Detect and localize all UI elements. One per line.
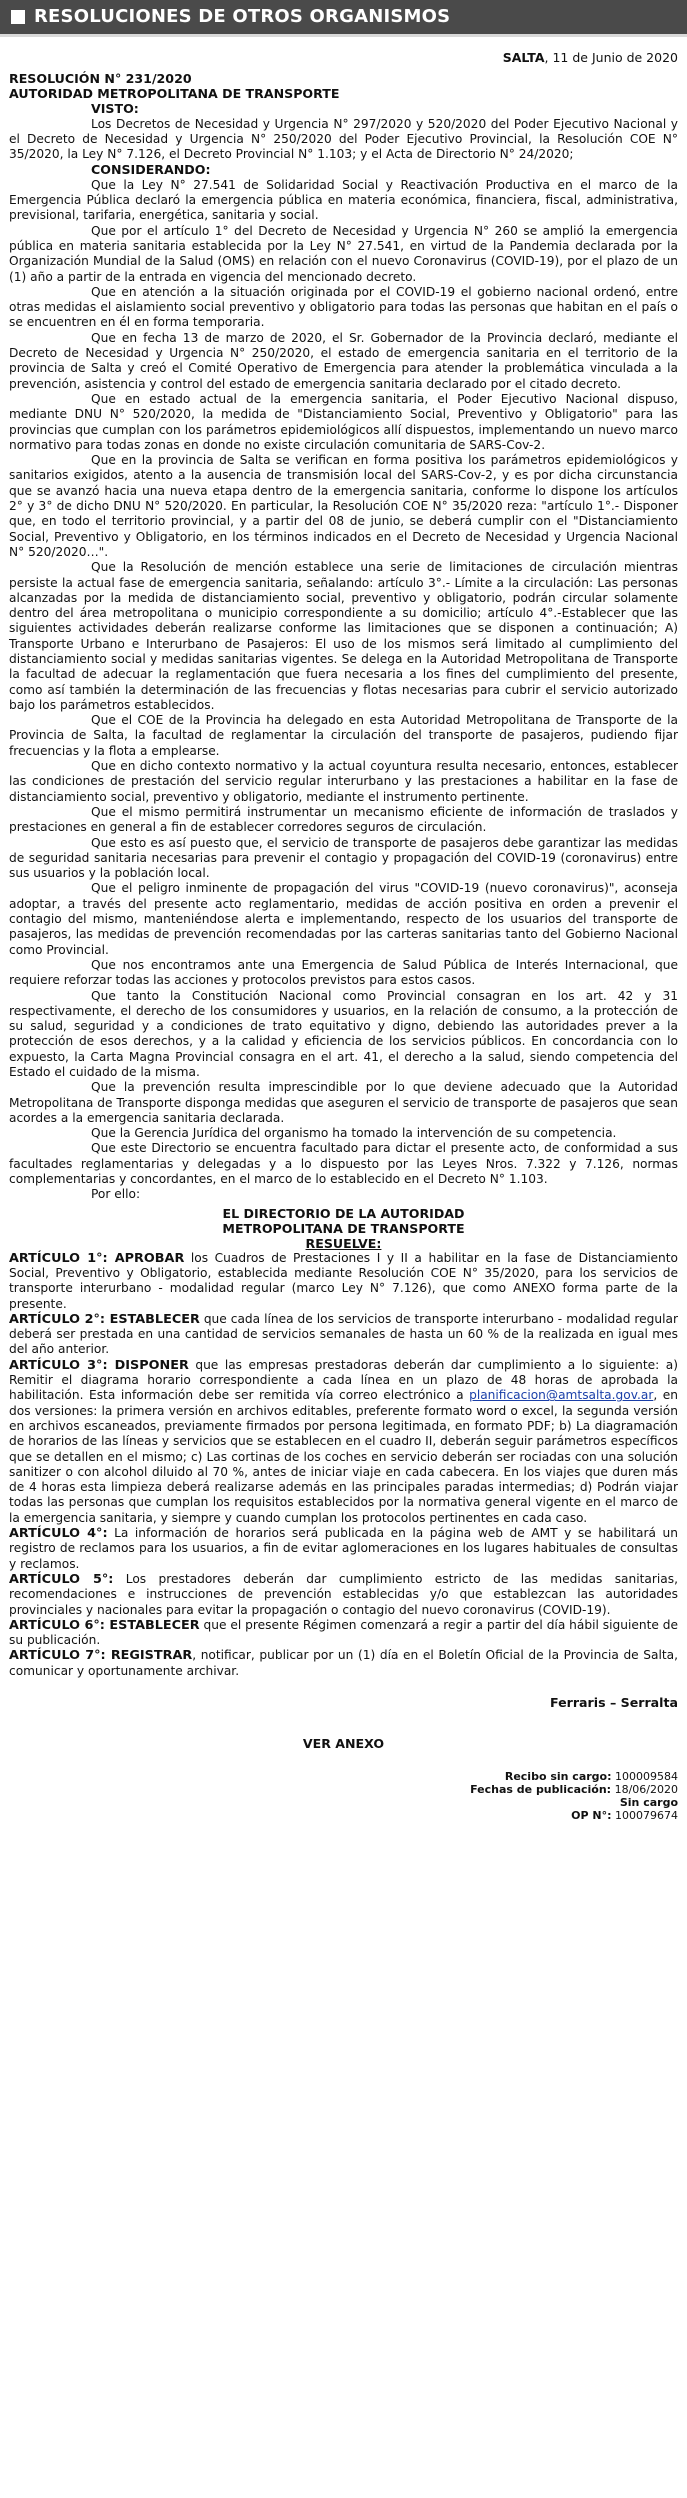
considerando-paragraph: Que en fecha 13 de marzo de 2020, el Sr. Gobernador de la Provincia declaró, mediante el Decreto de Necesidad y Urgencia N° 250/2020, el estado de emergencia sanitaria en el territorio de la provincia de Salta y creó el Comité Operativo de Emergencia para atender la problemática vinculada a la prevención, asistencia y control del estado de emergencia sanitaria declarado por el citado decreto. bbox=[9, 330, 678, 391]
considerando-paragraph: Que el COE de la Provincia ha delegado en esta Autoridad Metropolitana de Transporte de la Provincia de Salta, la facultad de reglamentar la circulación del transporte de pasajeros, pudiendo fijar frecuencias y la flota a emplearse. bbox=[9, 713, 678, 758]
considerando-paragraph: Que la Resolución de mención establece una serie de limitaciones de circulación mientras persiste la actual fase de emergencia sanitaria, señalando: artículo 3°.- Límite a la circulación: Las personas alcanzadas por la medida de distanciamiento social, preventivo y obligatorio, podrán circular solamente dentro del área metropolitana o municipio correspondiente a su domicilio; artículo 4°.-Establecer que las siguientes actividades deberán realizarse conforme las limitaciones que se disponen a continuación; A) Transporte Urbano e Interurbano de Pasajeros: El uso de los mismos será limitado al cumplimiento del distanciamiento social y medidas sanitarias vigentes. Se delega en la Autoridad Metropolitana de Transporte la facultad de adecuar la reglamentación que fuera necesaria a los fines del cumplimiento del presente, como así también la determinación de las frecuencias y flotas necesarias para cubrir el servicio autorizado bajo los parámetros establecidos. bbox=[9, 560, 678, 712]
receipt-sin-cargo-label: Sin cargo bbox=[619, 1795, 678, 1809]
receipt-op-label: OP N°: bbox=[571, 1808, 612, 1822]
article-1 bbox=[9, 1251, 678, 1312]
dateline-date: , 11 de Junio de 2020 bbox=[544, 50, 678, 65]
receipt-recibo bbox=[9, 1770, 678, 1783]
directorio-heading-line1: EL DIRECTORIO DE LA AUTORIDAD bbox=[222, 1205, 465, 1221]
article-text: los Cuadros de Prestaciones I y II a habilitar en la fase de Distanciamiento Social, Preventivo y Obligatorio, establecida mediante Resolución COE N° 35/2020, para los servicios de transporte interurbano - modalidad regular (marco Ley N° 7.126), que como ANEXO forma parte de la presente. bbox=[9, 1250, 678, 1311]
considerando-paragraph: Que la Ley N° 27.541 de Solidaridad Social y Reactivación Productiva en el marco de la Emergencia Pública declaró la emergencia pública en materia económica, financiera, fiscal, administrativa, previsional, tarifaria, energética, sanitaria y social. bbox=[9, 177, 678, 223]
considerando-paragraph: Que en atención a la situación originada por el COVID-19 el gobierno nacional ordenó, entre otras medidas el aislamiento social preventivo y obligatorio para todas las personas que habitan en el país o se encuentren en él en forma temporaria. bbox=[9, 284, 678, 330]
article-text: que las empresas prestadoras deberán dar cumplimiento a lo siguiente: a) Remitir el diagrama horario correspondiente a cada línea en un plazo de 48 horas de aprobada la habilitación. Esta información debe ser remitida vía correo electrónico a bbox=[9, 1357, 678, 1403]
receipt-op-value: 100079674 bbox=[611, 1808, 678, 1822]
article-7 bbox=[9, 1648, 678, 1679]
considerando-list bbox=[9, 178, 678, 1203]
resolution-number: RESOLUCIÓN N° 231/2020 bbox=[9, 71, 192, 87]
visto-heading: VISTO: bbox=[91, 101, 139, 117]
considerando-paragraph: Que esto es así puesto que, el servicio de transporte de pasajeros debe garantizar las medidas de seguridad sanitaria necesarias para prevenir el contagio y propagación del COVID-19 (coronavirus) entre sus usuarios y la población local. bbox=[9, 835, 678, 881]
article-text: , notificar, publicar por un (1) día en el Boletín Oficial de la Provincia de Salta, comunicar y oportunamente archivar. bbox=[9, 1648, 678, 1678]
directorio-heading-line2: METROPOLITANA DE TRANSPORTE bbox=[222, 1220, 465, 1236]
section-header bbox=[0, 0, 687, 37]
article-3 bbox=[9, 1358, 678, 1526]
article-label: ARTÍCULO 6°: ESTABLECER bbox=[9, 1617, 200, 1633]
dateline-city: SALTA bbox=[502, 50, 545, 65]
considerando-paragraph: Que en dicho contexto normativo y la actual coyuntura resulta necesario, entonces, establecer las condiciones de prestación del servicio regular interurbano y las prestaciones a habilitar en la fase de distanciamiento social, preventivo y obligatorio, mediante el instrumento pertinente. bbox=[9, 759, 678, 804]
receipt-recibo-label: Recibo sin cargo: bbox=[504, 1769, 612, 1783]
article-label: ARTÍCULO 5°: bbox=[9, 1571, 114, 1587]
considerando-paragraph: Que este Directorio se encuentra facultado para dictar el presente acto, de conformidad a sus facultades reglamentarias y delegadas y a lo dispuesto por las Leyes Nros. 7.322 y 7.126, normas complementarias y concordantes, en el marco de lo establecido en el Decreto N° 1.103. bbox=[9, 1141, 678, 1187]
visto-paragraph: Los Decretos de Necesidad y Urgencia N° 297/2020 y 520/2020 del Poder Ejecutivo Nacional y el Decreto de Necesidad y Urgencia N° 250/2020 del Poder Ejecutivo Provincial, la Resolución COE N° 35/2020, la Ley N° 7.126, el Decreto Provincial N° 1.103; y el Acta de Directorio N° 24/2020; bbox=[9, 116, 678, 162]
receipt-recibo-value: 100009584 bbox=[611, 1769, 678, 1783]
email-link[interactable]: planificacion@amtsalta.gov.ar bbox=[469, 1388, 654, 1403]
article-label: ARTÍCULO 7°: REGISTRAR bbox=[9, 1648, 193, 1664]
article-text: La información de horarios será publicada en la página web de AMT y se habilitará un registro de reclamos para los usuarios, a fin de evitar aglomeraciones en los lugares habituales de consultas y reclamos. bbox=[9, 1526, 678, 1571]
article-text-continued: , en dos versiones: la primera versión en archivos editables, preferente formato word o excel, la segunda versión en archivos escaneados, previamente firmados por persona legitimada, en formato PDF; b) La diagramación de horarios de las líneas y servicios que se establecen en el cuadro II, deberán seguir parámetros específicos que se detallen en el mismo; c) Las cortinas de los coches en servicio deberán ser rociadas con una solución sanitizer o con alcohol diluido al 70 %, antes de iniciar viaje en cada cabecera. En los viajes que duren más de 4 horas esta limpieza deberá realizarse además en las principales paradas intermedias; d) Podrán viajar todas las personas que cumplan los requisitos establecidos por la normativa general vigente en el marco de la emergencia sanitaria, y siempre y cuando cumplan los protocolos pertinentes en cada caso. bbox=[9, 1388, 678, 1525]
article-text: que el presente Régimen comenzará a regir a partir del día hábil siguiente de su publicación. bbox=[9, 1617, 678, 1648]
publication-receipt bbox=[9, 1770, 678, 1822]
resuelve-heading: RESUELVE: bbox=[305, 1235, 382, 1251]
receipt-fecha bbox=[9, 1783, 678, 1796]
article-6 bbox=[9, 1618, 678, 1649]
section-bullet-icon bbox=[11, 10, 25, 24]
considerando-heading: CONSIDERANDO: bbox=[91, 162, 211, 178]
considerando-paragraph: Que la prevención resulta imprescindible por lo que deviene adecuado que la Autoridad Metropolitana de Transporte disponga medidas que aseguren el servicio de transporte de pasajeros que sean acordes a la emergencia sanitaria declarada. bbox=[9, 1080, 678, 1125]
considerando-paragraph: Que por el artículo 1° del Decreto de Necesidad y Urgencia N° 260 se amplió la emergencia pública en materia sanitaria establecida por la Ley N° 27.541, en virtud de la Pandemia declarada por la Organización Mundial de la Salud (OMS) en relación con el nuevo Coronavirus (COVID-19), por el plazo de un (1) año a partir de la entrada en vigencia del mencionado decreto. bbox=[9, 223, 678, 284]
article-4 bbox=[9, 1526, 678, 1572]
receipt-sin-cargo bbox=[9, 1796, 678, 1809]
considerando-paragraph: Que el peligro inminente de propagación del virus "COVID-19 (nuevo coronavirus)", aconseja adoptar, a través del presente acto reglamentario, medidas de acción positiva en orden a prevenir el contagio del mismo, manteniéndose alerta e implementando, respecto de los usuarios del transporte de pasajeros, las medidas de prevención recomendadas por las carteras sanitarias tanto del Gobierno Nacional como Provincial. bbox=[9, 881, 678, 957]
signatures: Ferraris – Serralta bbox=[549, 1694, 678, 1710]
dateline bbox=[9, 50, 678, 65]
ver-anexo: VER ANEXO bbox=[302, 1736, 385, 1752]
article-2 bbox=[9, 1312, 678, 1358]
receipt-fecha-value: 18/06/2020 bbox=[611, 1782, 678, 1796]
considerando-paragraph: Que en estado actual de la emergencia sanitaria, el Poder Ejecutivo Nacional dispuso, mediante DNU N° 520/2020, la medida de "Distanciamiento Social, Preventivo y Obligatorio" para las provincias que cumplan con los parámetros epidemiológicos allí dispuestos, implementando un nuevo marco normativo para todas zonas en donde no existe circulación comunitaria de SARS-Cov-2. bbox=[9, 391, 678, 452]
considerando-paragraph: Que tanto la Constitución Nacional como Provincial consagran en los art. 42 y 31 respectivamente, el derecho de los consumidores y usuarios, en la relación de consumo, a la protección de su salud, seguridad y a condiciones de trato equitativo y digno, debiendo las autoridades prever a la protección de esos derechos, y a la calidad y eficiencia de los servicios públicos. En concordancia con lo expuesto, la Carta Magna Provincial consagra en el art. 41, el derecho a la salud, siendo competencia del Estado el cuidado de la misma. bbox=[9, 988, 678, 1079]
considerando-paragraph: Que la Gerencia Jurídica del organismo ha tomado la intervención de su competencia. bbox=[91, 1126, 617, 1141]
article-label: ARTÍCULO 1°: APROBAR bbox=[9, 1250, 185, 1266]
considerando-paragraph: Que el mismo permitirá instrumentar un mecanismo eficiente de información de traslados y prestaciones en general a fin de establecer corredores seguros de circulación. bbox=[9, 804, 678, 835]
resolution-authority: AUTORIDAD METROPOLITANA DE TRANSPORTE bbox=[9, 86, 340, 102]
article-label: ARTÍCULO 3°: DISPONER bbox=[9, 1357, 189, 1373]
article-5 bbox=[9, 1572, 678, 1618]
receipt-fecha-label: Fechas de publicación: bbox=[470, 1782, 612, 1796]
document-body bbox=[9, 50, 678, 1822]
considerando-paragraph: Que en la provincia de Salta se verifican en forma positiva los parámetros epidemiológicos y sanitarios exigidos, atento a la ausencia de transmisión local del SARS-Cov-2, y es por dicha circunstancia que se avanzó hacia una nueva etapa dentro de la emergencia sanitaria, conforme lo dispone los artículos 2° y 3° de dicho DNU N° 520/2020. En particular, la Resolución COE N° 35/2020 reza: "artículo 1°.- Disponer que, en todo el territorio provincial, y a partir del 08 de junio, se deberá cumplir con el "Distanciamiento Social, Preventivo y Obligatorio, en los términos indicados en el Decreto de Necesidad y Urgencia Nacional N° 520/2020…". bbox=[9, 453, 678, 559]
article-text: que cada línea de los servicios de transporte interurbano - modalidad regular deberá ser prestada en una cantidad de servicios semanales de hasta un 60 % de la realizada en igual mes del año anterior. bbox=[9, 1311, 678, 1357]
articles-list bbox=[9, 1251, 678, 1679]
article-label: ARTÍCULO 4°: bbox=[9, 1526, 108, 1542]
considerando-paragraph: Por ello: bbox=[91, 1187, 141, 1202]
receipt-op bbox=[9, 1809, 678, 1822]
section-title: RESOLUCIONES DE OTROS ORGANISMOS bbox=[34, 6, 451, 27]
considerando-paragraph: Que nos encontramos ante una Emergencia de Salud Pública de Interés Internacional, que requiere reforzar todas las acciones y protocolos previstos para estos casos. bbox=[9, 957, 678, 988]
article-label: ARTÍCULO 2°: ESTABLECER bbox=[9, 1311, 200, 1327]
article-text: Los prestadores deberán dar cumplimiento estricto de las medidas sanitarias, recomendaciones e instrucciones de prevención establecidas y/o que establezcan las autoridades provinciales y nacionales para evitar la propagación o contagio del nuevo coronavirus (COVID-19). bbox=[9, 1571, 678, 1617]
